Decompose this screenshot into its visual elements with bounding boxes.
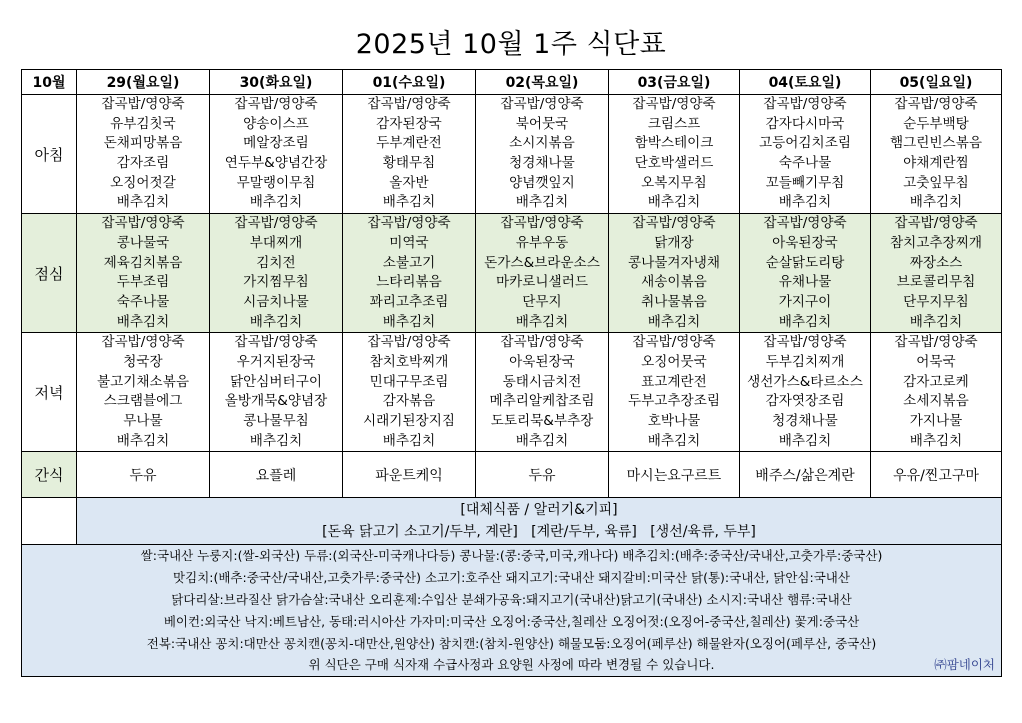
menu-item: 북어뭇국	[515, 115, 569, 132]
meal-cell-dinner	[609, 333, 740, 452]
meal-cell-lunch	[609, 214, 740, 333]
menu-item: 잡곡밥/영양죽	[632, 334, 716, 351]
meal-cell-lunch	[476, 214, 609, 333]
menu-item: 콩나물무침	[243, 413, 309, 429]
menu-item: 돈가스&브라운소스	[484, 254, 600, 271]
menu-item: 참치호박찌개	[369, 353, 449, 370]
menu-item: 돈채피망볶음	[103, 135, 183, 152]
menu-item: 시래기된장지짐	[363, 413, 455, 429]
menu-item: 메알장조림	[243, 135, 309, 152]
menu-item: 잡곡밥/영양죽	[101, 96, 185, 112]
menu-item: 배추김치	[515, 432, 569, 449]
menu-item: 잡곡밥/영양죽	[101, 215, 185, 232]
day-header: 05(일요일)	[871, 70, 1002, 95]
menu-item: 오징어뭇국	[641, 353, 707, 370]
menu-item: 배추김치	[909, 313, 963, 330]
menu-item: 스크램블에그	[103, 393, 183, 410]
menu-item: 아욱된장국	[772, 234, 838, 251]
origin-line: 전복:국내산 꽁치:대만산 꽁치캔(꽁치-대만산,원양산) 참치캔:(참치-원양산) 해물모둠:오징어(페루산) 해물완자(오징어(페루산, 중국산)	[146, 635, 877, 651]
menu-item: 닭안심버터구이	[230, 373, 322, 390]
origin-cell	[22, 545, 1002, 677]
menu-item: 배추김치	[249, 194, 303, 211]
menu-item: 단무지	[522, 293, 562, 310]
menu-item: 소시지볶음	[509, 135, 575, 152]
menu-item: 두부고추장조림	[628, 393, 720, 410]
day-header: 29(월요일)	[77, 70, 210, 95]
menu-item: 잡곡밥/영양죽	[500, 215, 584, 232]
menu-item: 두부계란전	[376, 135, 442, 152]
alternatives-detail: [돈육 닭고기 소고기/두부, 계란] [계란/두부, 육류] [생선/육류, 두부]	[322, 524, 756, 541]
menu-item: 숙주나물	[778, 155, 832, 172]
menu-item: 함박스테이크	[634, 135, 714, 152]
menu-item: 유채나물	[778, 274, 832, 291]
meal-cell-breakfast	[740, 95, 871, 214]
menu-item: 잡곡밥/영양죽	[894, 96, 978, 112]
menu-item: 유부김칫국	[110, 115, 176, 132]
snack-cell: 우유/찐고구마	[871, 452, 1002, 498]
header-row	[22, 70, 1002, 95]
menu-item: 고등어김치조림	[759, 135, 851, 152]
menu-item: 오복지무침	[641, 174, 707, 191]
menu-item: 양념깻잎지	[509, 174, 575, 191]
notice-text: 위 식단은 구매 식자재 수급사정과 요양원 사정에 따라 변경될 수 있습니다.	[308, 657, 715, 673]
snack-cell: 두유	[476, 452, 609, 498]
origin-line: 쌀:국내산 누룽지:(쌀-외국산) 두류:(외국산-미국캐나다등) 콩나물:(콩:중국,미국,캐나다) 배추김치:(배추:중국산/국내산,고춧가루:중국산)	[140, 548, 883, 564]
menu-item: 마카로니샐러드	[496, 274, 588, 291]
menu-item: 잡곡밥/영양죽	[894, 215, 978, 232]
snack-cell: 요플레	[210, 452, 343, 498]
menu-item: 꼬들빼기무침	[765, 174, 845, 191]
menu-item: 올방개묵&양념장	[224, 393, 328, 410]
month-header: 10월	[22, 70, 77, 95]
meal-cell-lunch	[77, 214, 210, 333]
meal-cell-breakfast	[210, 95, 343, 214]
menu-item: 가지찜무침	[243, 274, 309, 291]
menu-item: 배추김치	[647, 194, 701, 211]
menu-item: 오징어젓갈	[110, 174, 176, 191]
menu-item: 두부김치찌개	[765, 353, 845, 370]
menu-item: 감자볶음	[382, 393, 436, 410]
menu-item: 잡곡밥/영양죽	[500, 334, 584, 351]
meal-cell-lunch	[871, 214, 1002, 333]
menu-item: 배추김치	[647, 313, 701, 330]
menu-item: 유부우동	[515, 234, 569, 251]
menu-item: 브로콜리무침	[896, 274, 976, 291]
menu-item: 감자다시마국	[765, 115, 845, 132]
menu-item: 콩나물겨자냉채	[628, 254, 720, 271]
menu-item: 잡곡밥/영양죽	[234, 215, 318, 232]
snack-row	[22, 452, 1002, 498]
menu-item: 잡곡밥/영양죽	[632, 96, 716, 112]
menu-item: 새송이볶음	[641, 274, 707, 291]
menu-item: 두부조림	[116, 274, 170, 291]
menu-item: 햄그린빈스볶음	[890, 135, 982, 152]
menu-item: 잡곡밥/영양죽	[763, 334, 847, 351]
lunch-row	[22, 214, 1002, 333]
menu-item: 시금치나물	[243, 293, 309, 310]
menu-item: 아욱된장국	[509, 353, 575, 370]
meal-cell-dinner	[740, 333, 871, 452]
meal-cell-breakfast	[476, 95, 609, 214]
menu-item: 배추김치	[778, 432, 832, 449]
menu-item: 청경채나물	[772, 413, 838, 429]
menu-item: 배추김치	[116, 432, 170, 449]
menu-item: 배추김치	[515, 194, 569, 211]
meal-cell-dinner	[871, 333, 1002, 452]
menu-item: 가지구이	[778, 293, 832, 310]
meal-cell-lunch	[210, 214, 343, 333]
menu-table	[21, 69, 1002, 677]
meal-label-breakfast: 아침	[22, 95, 77, 214]
menu-item: 무나물	[123, 413, 163, 429]
menu-item: 생선가스&타르소스	[747, 373, 863, 390]
menu-item: 배추김치	[116, 313, 170, 330]
brand-name: ㈜팜네이처	[934, 657, 995, 673]
snack-cell: 배주스/삶은계란	[740, 452, 871, 498]
snack-cell: 두유	[77, 452, 210, 498]
menu-item: 민대구무조림	[369, 373, 449, 390]
menu-item: 청국장	[123, 353, 163, 370]
alternatives-cell	[77, 498, 1002, 545]
menu-item: 참치고추장찌개	[890, 234, 982, 251]
menu-item: 잡곡밥/영양죽	[763, 215, 847, 232]
day-header: 03(금요일)	[609, 70, 740, 95]
menu-item: 가지나물	[909, 413, 963, 429]
alternatives-row	[22, 498, 1002, 545]
snack-cell: 마시는요구르트	[609, 452, 740, 498]
menu-item: 잡곡밥/영양죽	[367, 96, 451, 112]
menu-item: 잡곡밥/영양죽	[763, 96, 847, 112]
menu-item: 꽈리고추조림	[369, 293, 449, 310]
menu-item: 잡곡밥/영양죽	[500, 96, 584, 112]
menu-item: 소세지볶음	[903, 393, 969, 410]
menu-item: 잡곡밥/영양죽	[632, 215, 716, 232]
menu-item: 배추김치	[647, 432, 701, 449]
origin-line: 닭다리살:브라질산 닭가슴살:국내산 오리훈제:수입산 분쇄가공육:돼지고기(국내산)닭고기(국내산) 소시지:국내산 햄류:국내산	[171, 591, 852, 607]
menu-item: 배추김치	[249, 432, 303, 449]
menu-item: 닭개장	[654, 234, 694, 251]
menu-item: 단호박샐러드	[634, 155, 714, 172]
menu-item: 배추김치	[382, 313, 436, 330]
menu-item: 배추김치	[382, 194, 436, 211]
menu-item: 크림스프	[647, 115, 701, 132]
menu-item: 양송이스프	[243, 115, 309, 132]
meal-cell-lunch	[343, 214, 476, 333]
meal-label-lunch: 점심	[22, 214, 77, 333]
meal-cell-dinner	[476, 333, 609, 452]
menu-item: 미역국	[389, 234, 429, 251]
menu-item: 황태무침	[382, 155, 436, 172]
menu-item: 배추김치	[909, 432, 963, 449]
menu-item: 연두부&양념간장	[224, 155, 328, 172]
menu-item: 감자엿장조림	[765, 393, 845, 410]
menu-item: 잡곡밥/영양죽	[101, 334, 185, 351]
menu-item: 배추김치	[515, 313, 569, 330]
menu-item: 짜장소스	[909, 254, 963, 271]
day-header: 04(토요일)	[740, 70, 871, 95]
menu-item: 잡곡밥/영양죽	[367, 334, 451, 351]
origin-line: 베이컨:외국산 낙지:베트남산, 동태:러시아산 가자미:미국산 오징어:중국산,칠레산 오징어젓:(오징어-중국산,칠레산) 꽃게:중국산	[163, 613, 860, 629]
meal-label-dinner: 저녁	[22, 333, 77, 452]
menu-item: 고춧잎무침	[903, 174, 969, 191]
meal-cell-breakfast	[871, 95, 1002, 214]
menu-item: 소불고기	[382, 254, 436, 271]
alternatives-title: [대체식품 / 알러기&기피]	[460, 502, 618, 519]
day-header: 30(화요일)	[210, 70, 343, 95]
menu-item: 청경채나물	[509, 155, 575, 172]
menu-item: 느타리볶음	[376, 274, 442, 291]
menu-item: 숙주나물	[116, 293, 170, 310]
meal-cell-breakfast	[77, 95, 210, 214]
menu-item: 순살닭도리탕	[765, 254, 845, 271]
menu-item: 제육김치볶음	[103, 254, 183, 271]
meal-cell-dinner	[77, 333, 210, 452]
menu-item: 불고기채소볶음	[97, 373, 189, 390]
menu-item: 단무지무침	[903, 293, 969, 310]
origin-row	[22, 545, 1002, 677]
meal-cell-dinner	[210, 333, 343, 452]
menu-item: 콩나물국	[116, 234, 170, 251]
menu-item: 감자조림	[116, 155, 170, 172]
menu-item: 호박나물	[647, 413, 701, 429]
menu-item: 어묵국	[916, 353, 956, 370]
day-header: 01(수요일)	[343, 70, 476, 95]
menu-item: 우거지된장국	[236, 353, 316, 370]
day-header: 02(목요일)	[476, 70, 609, 95]
footer-line	[22, 654, 1001, 676]
menu-item: 감자된장국	[376, 115, 442, 132]
menu-item: 무말랭이무침	[236, 174, 316, 191]
menu-item: 김치전	[256, 254, 296, 271]
origin-line: 맛김치:(배추:중국산/국내산,고춧가루:중국산) 소고기:호주산 돼지고기:국내산 돼지갈비:미국산 닭(통):국내산, 닭안심:국내산	[173, 570, 850, 586]
menu-item: 배추김치	[778, 313, 832, 330]
menu-item: 취나물볶음	[641, 293, 707, 310]
menu-item: 메추리알케찹조림	[489, 393, 595, 410]
menu-item: 배추김치	[116, 194, 170, 211]
page-title: 2025년 10월 1주 식단표	[355, 29, 667, 60]
meal-label-snack: 간식	[22, 452, 77, 498]
menu-item: 올자반	[389, 174, 429, 191]
menu-item: 야채계란찜	[903, 155, 969, 172]
menu-item: 표고계란전	[641, 373, 707, 390]
menu-item: 부대찌개	[249, 234, 303, 251]
menu-item: 잡곡밥/영양죽	[234, 334, 318, 351]
meal-cell-breakfast	[609, 95, 740, 214]
menu-item: 동태시금치전	[502, 373, 582, 390]
menu-item: 감자고로케	[903, 373, 969, 390]
menu-item: 배추김치	[382, 432, 436, 449]
meal-cell-lunch	[740, 214, 871, 333]
dinner-row	[22, 333, 1002, 452]
menu-item: 잡곡밥/영양죽	[367, 215, 451, 232]
menu-item: 잡곡밥/영양죽	[234, 96, 318, 112]
menu-item: 잡곡밥/영양죽	[894, 334, 978, 351]
breakfast-row	[22, 95, 1002, 214]
meal-cell-dinner	[343, 333, 476, 452]
snack-cell: 파운트케익	[343, 452, 476, 498]
alternatives-blank-cell	[22, 498, 77, 545]
menu-item: 배추김치	[778, 194, 832, 211]
meal-cell-breakfast	[343, 95, 476, 214]
menu-item: 도토리묵&부추장	[490, 413, 594, 429]
menu-item: 배추김치	[909, 194, 963, 211]
menu-item: 순두부백탕	[903, 115, 969, 132]
menu-item: 배추김치	[249, 313, 303, 330]
